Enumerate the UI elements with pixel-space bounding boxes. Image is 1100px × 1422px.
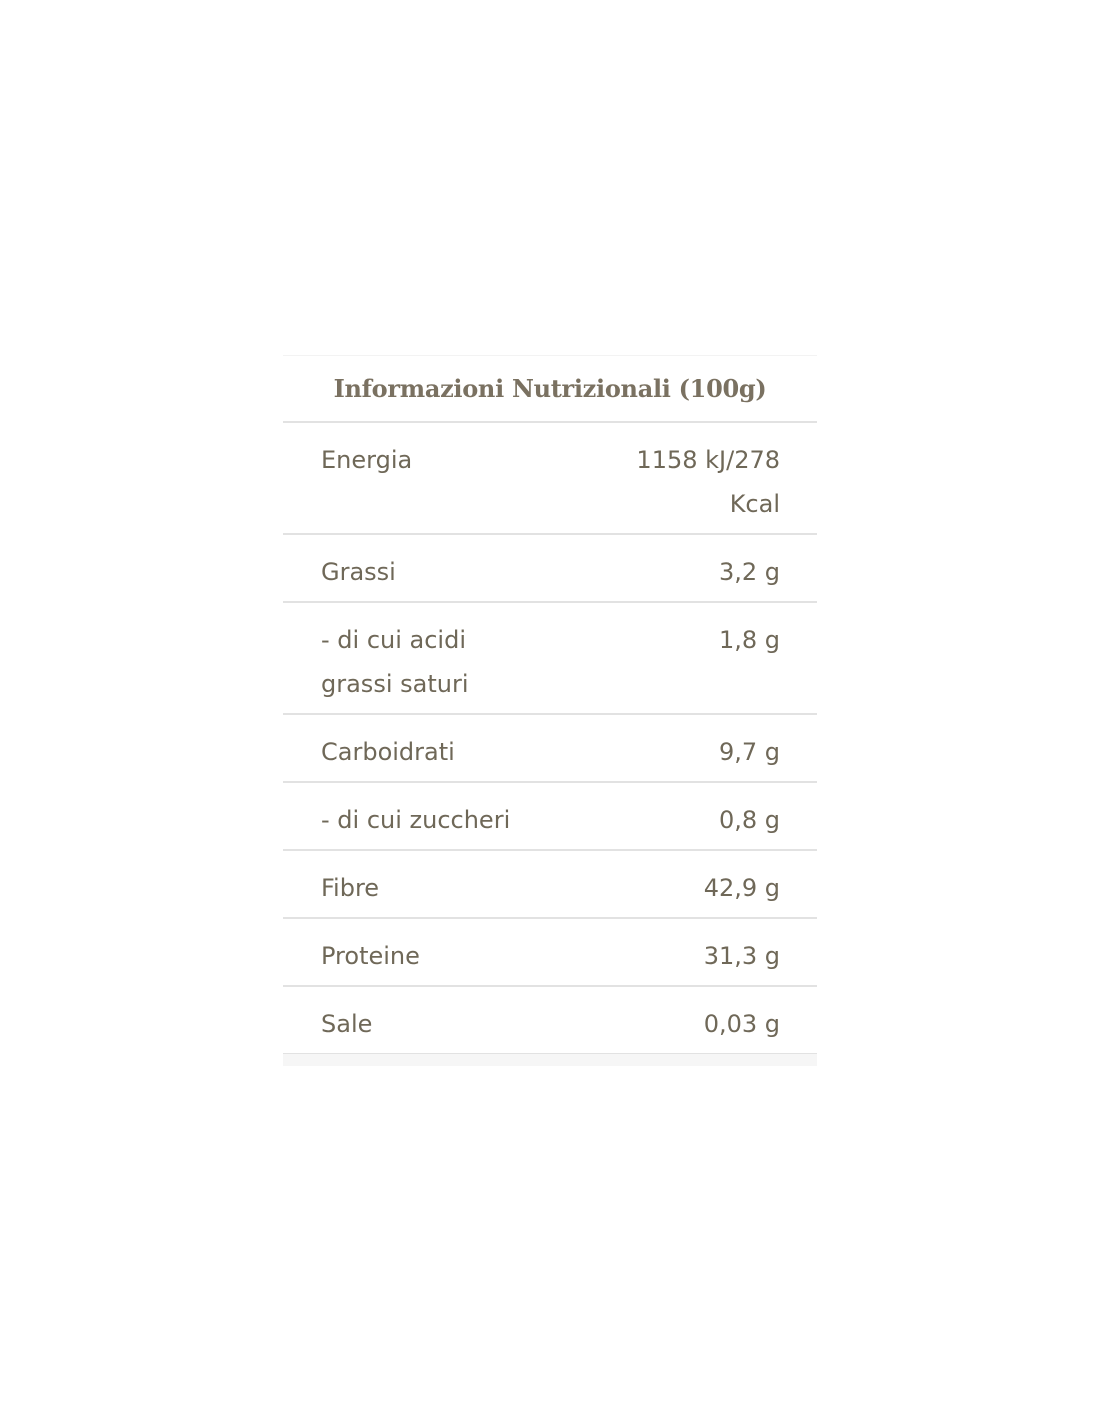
table-row-zuccheri [283,783,817,851]
row-value: 1,8 g [718,626,780,654]
row-label: Sale [321,1010,373,1038]
table-row-sale [283,987,817,1055]
table-footer-band [283,1054,817,1066]
row-value: 9,7 g [718,738,780,766]
row-value: 1158 kJ/278 Kcal [636,446,780,518]
row-label: - di cui zuccheri [321,806,511,834]
table-row-grassi [283,535,817,603]
row-label: Energia [321,446,413,474]
row-label: - di cui acidi grassi saturi [321,626,469,698]
row-value: 0,03 g [703,1010,780,1038]
table-row-energia [283,423,817,535]
row-label: Fibre [321,874,380,902]
table-row-grassi-saturi [283,603,817,715]
row-label: Proteine [321,942,420,970]
row-value: 31,3 g [703,942,780,970]
table-title: Informazioni Nutrizionali (100g) [283,356,817,423]
table-row-fibre [283,851,817,919]
table-row-carboidrati [283,715,817,783]
row-value: 0,8 g [718,806,780,834]
row-label: Grassi [321,558,396,586]
nutrition-table [283,355,817,1066]
row-value: 42,9 g [703,874,780,902]
row-label: Carboidrati [321,738,455,766]
nutrition-rows [283,423,817,1055]
table-row-proteine [283,919,817,987]
row-value: 3,2 g [718,558,780,586]
